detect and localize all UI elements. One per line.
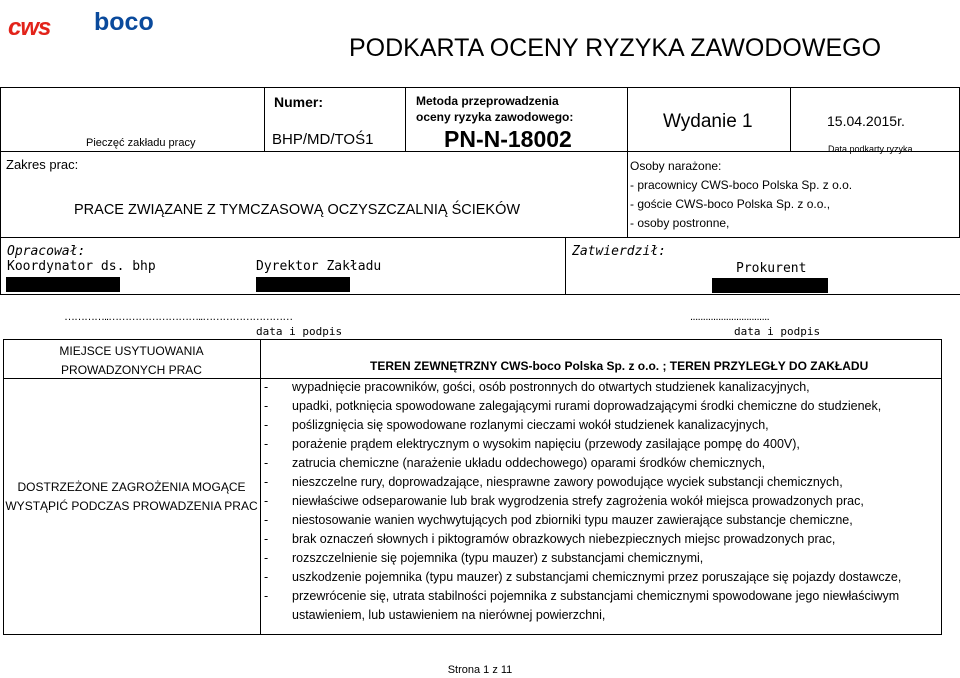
location-label: [3, 342, 260, 380]
metoda-label-line1: Metoda przeprowadzenia: [416, 94, 559, 108]
zakres-label: Zakres prac:: [6, 157, 79, 172]
hazard-item: - niestosowanie wanien wychwytujących pod zbiorniki typu mauzer zawierające substancje chemiczne,: [262, 511, 942, 530]
hazard-item: - nieszczelne rury, doprowadzające, niesprawne zawory powodujące wyciek substancji chemicznych,: [262, 473, 942, 492]
page-title: PODKARTA OCENY RYZYKA ZAWODOWEGO: [348, 34, 882, 62]
osoby-item: - pracownicy CWS-boco Polska Sp. z o.o.: [630, 178, 853, 192]
hazard-item: - porażenie prądem elektrycznym o wysokim napięciu (przewody zasilające pompę do 400V),: [262, 435, 942, 454]
header-date-label: Data podkarty ryzyka: [828, 144, 913, 154]
numer-label: Numer:: [274, 94, 324, 110]
osoby-item: - osoby postronne,: [630, 216, 730, 230]
hazard-item: - rozszczelnienie się pojemnika (typu mauzer) z substancjami chemicznymi,: [262, 549, 942, 568]
location-label-line2: PROWADZONYCH PRAC: [61, 363, 202, 377]
data-podpis-left: data i podpis: [256, 325, 343, 338]
location-label-line1: MIEJSCE USYTUOWANIA: [59, 344, 204, 358]
osoby-label: Osoby narażone:: [630, 159, 722, 173]
osoby-narazone: [630, 157, 852, 233]
prokurent-label: Prokurent: [736, 261, 807, 276]
location-value: TEREN ZEWNĘTRZNY CWS-boco Polska Sp. z o.o. ; TEREN PRZYLEGŁY DO ZAKŁADU: [370, 359, 869, 373]
koordynator-label: Koordynator ds. bhp: [7, 259, 156, 274]
hazard-item: - brak oznaczeń słownych i piktogramów obrazkowych niebezpiecznych miejsc prowadzonych prac,: [262, 530, 942, 549]
redacted-signature-dyrektor: [256, 277, 350, 292]
hazard-item: - poślizgnięcia się spowodowane rozlanymi cieczami wokół studzienek kanalizacyjnych,: [262, 416, 942, 435]
page-number: Strona 1 z 11: [447, 664, 513, 676]
signature-dots-right: ...............................: [690, 311, 770, 323]
hazards-label-line1: DOSTRZEŻONE ZAGROŻENIA MOGĄCE: [17, 480, 246, 494]
metoda-value: PN-N-18002: [444, 126, 572, 152]
zakres-value: PRACE ZWIĄZANE Z TYMCZASOWĄ OCZYSZCZALNIĄ ŚCIEKÓW: [74, 202, 521, 218]
hazard-item: - wypadnięcie pracowników, gości, osób postronnych do otwartych studzienek kanalizacyjnych,: [262, 378, 942, 397]
hazards-label: [3, 478, 260, 516]
hazard-item: - upadki, potknięcia spowodowane zalegającymi rurami doprowadzającymi środki chemiczne do studzienek,: [262, 397, 942, 416]
osoby-item: - goście CWS-boco Polska Sp. z o.o.,: [630, 197, 831, 211]
data-podpis-right: data i podpis: [734, 325, 821, 338]
redacted-signature-prokurent: [712, 278, 828, 293]
wydanie: Wydanie 1: [663, 111, 753, 132]
opracowal-label: Opracował:: [7, 244, 86, 259]
hazards-label-line2: WYSTĄPIĆ PODCZAS PROWADZENIA PRAC: [5, 499, 258, 513]
hazard-item: - zatrucia chemiczne (narażenie układu oddechowego) oparami środków chemicznych,: [262, 454, 942, 473]
hazard-item: - uszkodzenie pojemnika (typu mauzer) z substancjami chemicznymi przez poruszające się pojazdy dostawcze,: [262, 568, 942, 587]
hazard-item: - niewłaściwe odseparowanie lub brak wygrodzenia strefy zagrożenia wokół miejsca prowadzonych prac,: [262, 492, 942, 511]
hazard-item: - przewrócenie się, utrata stabilności pojemnika z substancjami chemicznymi spowodowane jego niewłaściwym ustawieniem, lub ustawieniem na nierównej powierzchni,: [262, 587, 942, 625]
zatwierdzil-label: Zatwierdził:: [572, 244, 666, 259]
cws-logo: cws: [8, 14, 51, 41]
numer-value: BHP/MD/TOŚ1: [272, 131, 374, 148]
redacted-signature-koordynator: [6, 277, 120, 292]
dyrektor-label: Dyrektor Zakładu: [256, 259, 382, 274]
metoda-label-line2: oceny ryzyka zawodowego:: [416, 110, 574, 124]
header-date: 15.04.2015r.: [827, 113, 905, 129]
signature-dots-left: …………..………………………..………………………: [64, 311, 293, 323]
boco-logo: boco: [94, 8, 154, 36]
stamp-label: Pieczęć zakładu pracy: [86, 137, 196, 149]
hazard-list: [262, 378, 942, 625]
metoda-label: [416, 93, 573, 125]
